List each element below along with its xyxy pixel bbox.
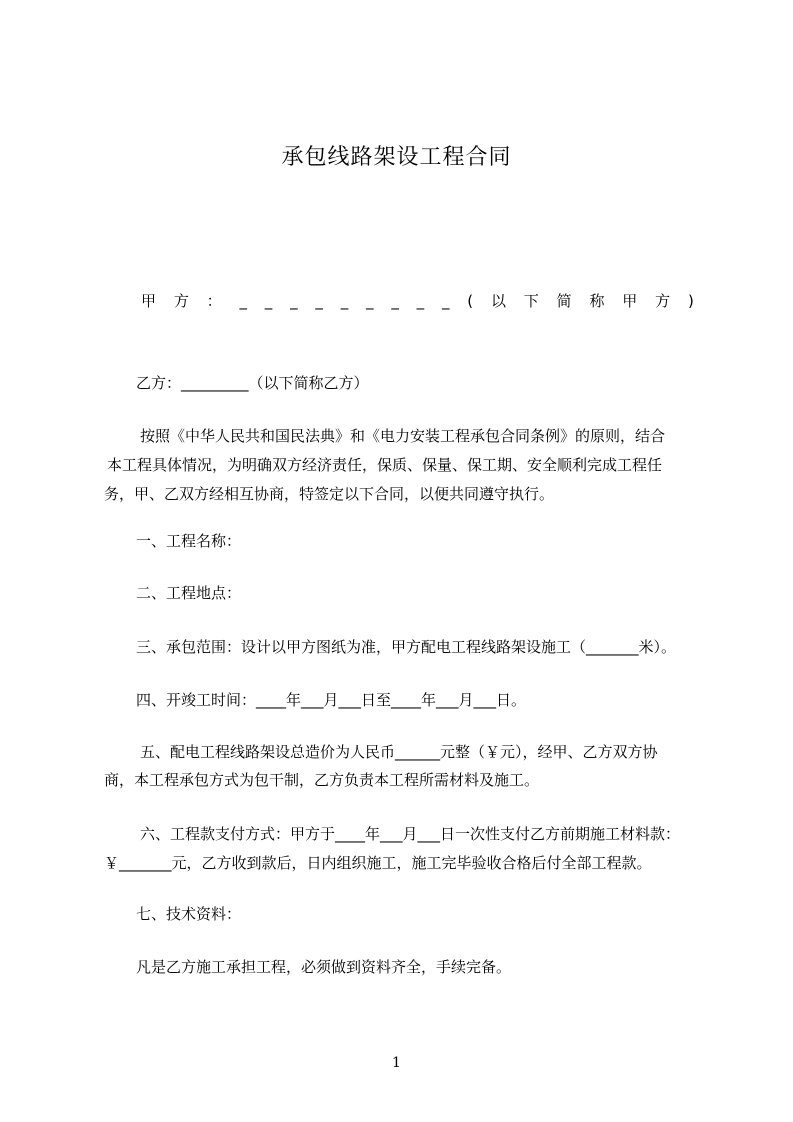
clause-7-heading: 七、技术资料： xyxy=(136,905,242,923)
party-a-blank: _ xyxy=(391,292,399,310)
party-a-char: 称 xyxy=(589,292,605,310)
clause-3-text: 三、承包范围：设计以甲方图纸为准，甲方配电工程线路架设施工（_______米）。 xyxy=(136,638,677,656)
party-a-blank: _ xyxy=(239,292,247,310)
clause-5-line: 五、配电工程线路架设总造价为人民币______元整（￥元），经甲、乙方双方协 xyxy=(140,743,658,761)
party-a-char: ( xyxy=(467,292,474,310)
party-a-char: 甲 xyxy=(141,292,157,310)
party-a-char: 以 xyxy=(490,292,506,310)
clause-7-body: 凡是乙方施工承担工程，必须做到资料齐全，手续完备。 xyxy=(136,958,512,976)
party-b-line: 乙方：_________（以下简称乙方） xyxy=(136,374,369,392)
party-a-blank: _ xyxy=(315,292,323,310)
party-a-char: ： xyxy=(206,292,222,310)
party-a-char: 简 xyxy=(556,292,572,310)
party-a-blank: _ xyxy=(340,292,349,310)
preamble-line: 务，甲、乙双方经相互协商，特签定以下合同，以便共同遵守执行。 xyxy=(104,485,555,503)
preamble-line: 按照《中华人民共和国民法典》和《电力安装工程承包合同条例》的原则，结合 xyxy=(140,427,666,445)
clause-6-line: ￥_______元，乙方收到款后，日内组织施工，施工完毕验收合格后付全部工程款。 xyxy=(104,854,652,872)
party-a-blank: _ xyxy=(416,292,425,310)
preamble-line: 本工程具体情况，为明确双方经济责任，保质、保量、保工期、安全顺利完成工程任 xyxy=(107,456,663,474)
party-a-char: 甲 xyxy=(622,292,638,310)
party-a-char: 方 xyxy=(173,292,189,310)
party-a-char: 方 xyxy=(655,292,671,310)
clause-1-heading: 一、工程名称： xyxy=(136,532,242,550)
clause-5-line: 商，本工程承包方式为包干制，乙方负责本工程所需材料及施工。 xyxy=(104,771,540,789)
clause-6-line: 六、工程款支付方式：甲方于____年___月___日一次性支付乙方前期施工材料款： xyxy=(140,825,681,843)
party-a-char: 下 xyxy=(523,292,539,310)
document-title: 承包线路架设工程合同 xyxy=(281,145,512,170)
party-a-blank: _ xyxy=(441,292,450,310)
party-a-blank: _ xyxy=(366,292,374,310)
party-a-blank: _ xyxy=(264,292,273,310)
clause-4-text: 四、开竣工时间：____年___月___日至____年___月___日。 xyxy=(136,691,527,709)
party-a-line xyxy=(141,287,694,315)
page-number: 1 xyxy=(392,1055,401,1071)
party-a-blank: _ xyxy=(290,292,298,310)
clause-2-heading: 二、工程地点： xyxy=(136,584,242,602)
party-a-char: ) xyxy=(687,292,694,310)
